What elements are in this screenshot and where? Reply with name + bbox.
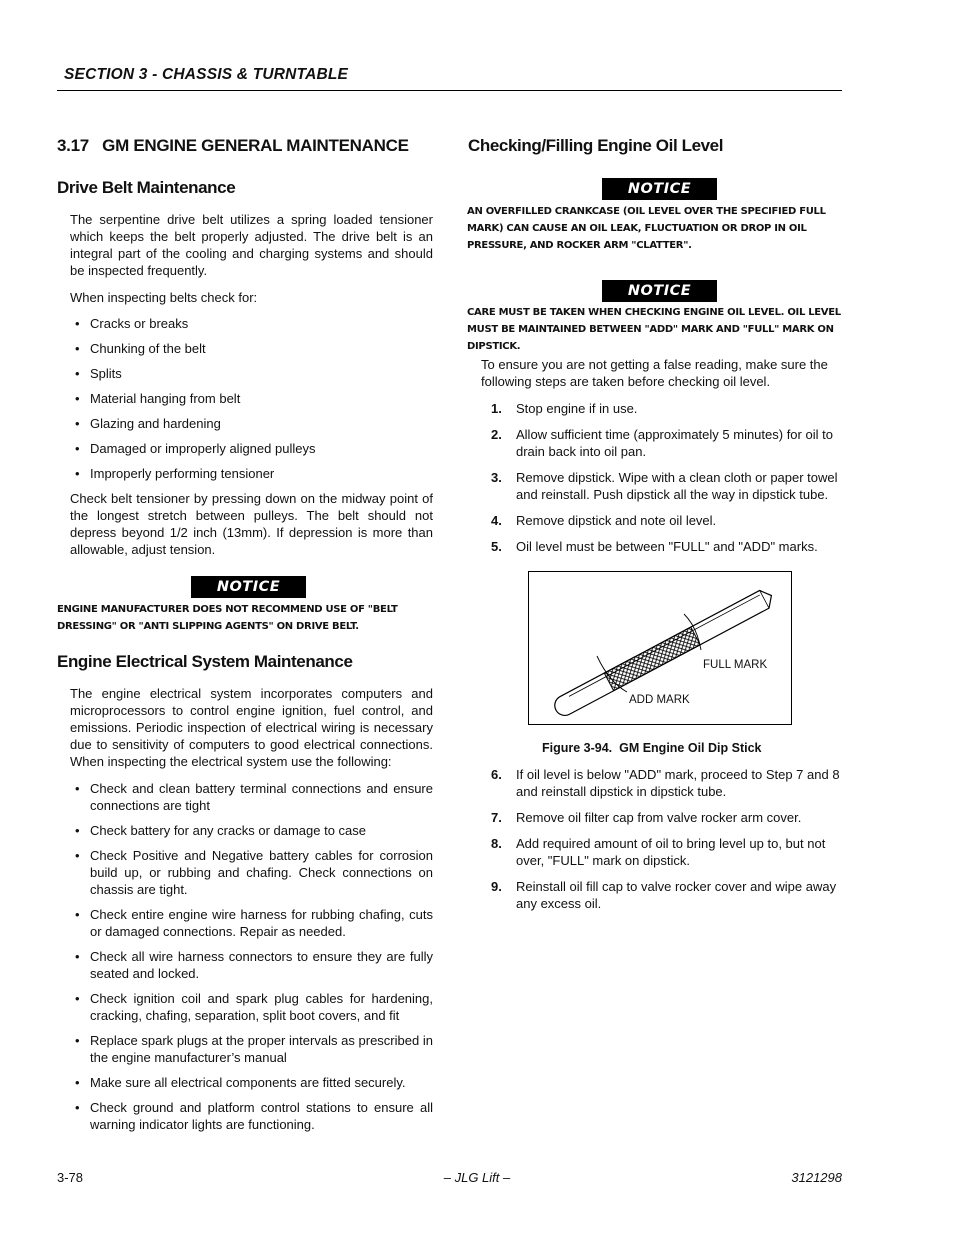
footer-center: – JLG Lift – (443, 1170, 511, 1185)
belt-tension-text: Check belt tensioner by pressing down on the midway point of the longest stretch between pulleys. The belt should not depress beyond 1/2 inch (13mm). If depression is more than allowable, adjust tension. (70, 491, 433, 557)
step-item (481, 538, 846, 555)
electrical-title: Engine Electrical System Maintenance (57, 652, 353, 671)
oil-level-title: Checking/Filling Engine Oil Level (468, 136, 724, 155)
list-item: • Check ground and platform control stations to ensure all warning indicator lights are functioning. (70, 1099, 433, 1133)
list-item: • Improperly performing tensioner (70, 465, 433, 482)
notice-badge-1: NOTICE (602, 178, 717, 200)
drive-belt-intro: The serpentine drive belt utilizes a spring loaded tensioner which keeps the belt properly adjusted. The drive belt is an integral part of the cooling and charging systems and should be inspected frequently. (70, 212, 433, 278)
step-number: 4. (491, 513, 502, 528)
add-mark-label: ADD MARK (629, 694, 690, 706)
list-item: • Cracks or breaks (70, 315, 433, 332)
step-text: Remove dipstick. Wipe with a clean cloth or paper towel and reinstall. Push dipstick all the way in dipstick tube. (516, 470, 838, 502)
step-number: 8. (491, 836, 502, 851)
notice-text: ENGINE MANUFACTURER DOES NOT RECOMMEND USE OF "BELT DRESSING" OR "ANTI SLIPPING AGENTS" ON DRIVE BELT. (57, 604, 398, 632)
list-item: • Damaged or improperly aligned pulleys (70, 440, 433, 457)
step-item (481, 400, 846, 417)
hatched-oil-range (604, 627, 700, 691)
step-number: 7. (491, 810, 502, 825)
step-number: 2. (491, 427, 502, 442)
step-number: 1. (491, 401, 502, 416)
step-number: 9. (491, 879, 502, 894)
electrical-intro: The engine electrical system incorporates computers and microprocessors to control engine ignition, fuel control, and emissions. Periodic inspection of electrical wiring is necessary due to sensitivity of computers to good electrical connections. When inspecting the electrical system use the following: (70, 686, 433, 769)
notice-text-1: AN OVERFILLED CRANKCASE (OIL LEVEL OVER THE SPECIFIED FULL MARK) CAN CAUSE AN OIL LEAK, FLUCTUATION OR DROP IN OIL PRESSURE, AND ROCKER ARM "CLATTER". (467, 206, 826, 251)
figure-caption: Figure 3-94. GM Engine Oil Dip Stick (542, 741, 762, 755)
electrical-check-list (70, 780, 433, 1141)
step-text: If oil level is below "ADD" mark, proceed to Step 7 and 8 and reinstall dipstick in dipstick tube. (516, 767, 840, 799)
step-number: 5. (491, 539, 502, 554)
section-header: SECTION 3 - CHASSIS & TURNTABLE (64, 66, 349, 83)
list-item: • Material hanging from belt (70, 390, 433, 407)
document-number: 3121298 (791, 1170, 842, 1185)
step-number: 6. (491, 767, 502, 782)
step-text: Remove oil filter cap from valve rocker arm cover. (516, 810, 802, 825)
list-item: • Replace spark plugs at the proper intervals as prescribed in the engine manufacturer’s manual (70, 1032, 433, 1066)
list-item: • Check battery for any cracks or damage to case (70, 822, 433, 839)
step-text: Oil level must be between "FULL" and "ADD" marks. (516, 539, 818, 554)
full-mark-label: FULL MARK (703, 659, 768, 671)
list-item: • Check entire engine wire harness for rubbing chafing, cuts or damaged connections. Repair as needed. (70, 906, 433, 940)
belt-check-list (70, 315, 433, 490)
step-item (481, 426, 846, 460)
drive-belt-title: Drive Belt Maintenance (57, 178, 236, 197)
dipstick-figure (528, 571, 792, 725)
step-text: Stop engine if in use. (516, 401, 638, 416)
list-item: • Glazing and hardening (70, 415, 433, 432)
oil-steps-list-b (481, 766, 846, 921)
oil-check-intro: To ensure you are not getting a false reading, make sure the following steps are taken before checking oil level. (481, 357, 828, 389)
list-item: • Chunking of the belt (70, 340, 433, 357)
section-heading: 3.17 GM ENGINE GENERAL MAINTENANCE (57, 136, 409, 155)
step-item (481, 835, 846, 869)
step-text: Remove dipstick and note oil level. (516, 513, 717, 528)
notice-text-2: CARE MUST BE TAKEN WHEN CHECKING ENGINE OIL LEVEL. OIL LEVEL MUST BE MAINTAINED BETWEEN "ADD" MARK AND "FULL" MARK ON DIPSTICK. (467, 307, 841, 352)
notice-badge-2: NOTICE (602, 280, 717, 302)
list-item: • Check and clean battery terminal connections and ensure connections are tight (70, 780, 433, 814)
list-item: • Make sure all electrical components are fitted securely. (70, 1074, 433, 1091)
step-text: Add required amount of oil to bring level up to, but not over, "FULL" mark on dipstick. (516, 836, 826, 868)
step-item (481, 766, 846, 800)
step-number: 3. (491, 470, 502, 485)
step-text: Reinstall oil fill cap to valve rocker cover and wipe away any excess oil. (516, 879, 837, 911)
notice-badge: NOTICE (191, 576, 306, 598)
step-text: Allow sufficient time (approximately 5 minutes) for oil to drain back into oil pan. (516, 427, 833, 459)
drive-belt-check-for: When inspecting belts check for: (70, 290, 258, 305)
list-item: • Check all wire harness connectors to ensure they are fully seated and locked. (70, 948, 433, 982)
oil-steps-list-a (481, 400, 846, 564)
list-item: • Splits (70, 365, 433, 382)
step-item (481, 809, 846, 826)
step-item (481, 512, 846, 529)
list-item: • Check Positive and Negative battery cables for corrosion build up, or rubbing and chafing. Check connections on chassis are tight. (70, 847, 433, 898)
page-number: 3-78 (57, 1170, 84, 1185)
step-item (481, 469, 846, 503)
step-item (481, 878, 846, 912)
header-rule (57, 90, 842, 91)
list-item: • Check ignition coil and spark plug cables for hardening, cracking, chafing, separation, split boot covers, and fit (70, 990, 433, 1024)
